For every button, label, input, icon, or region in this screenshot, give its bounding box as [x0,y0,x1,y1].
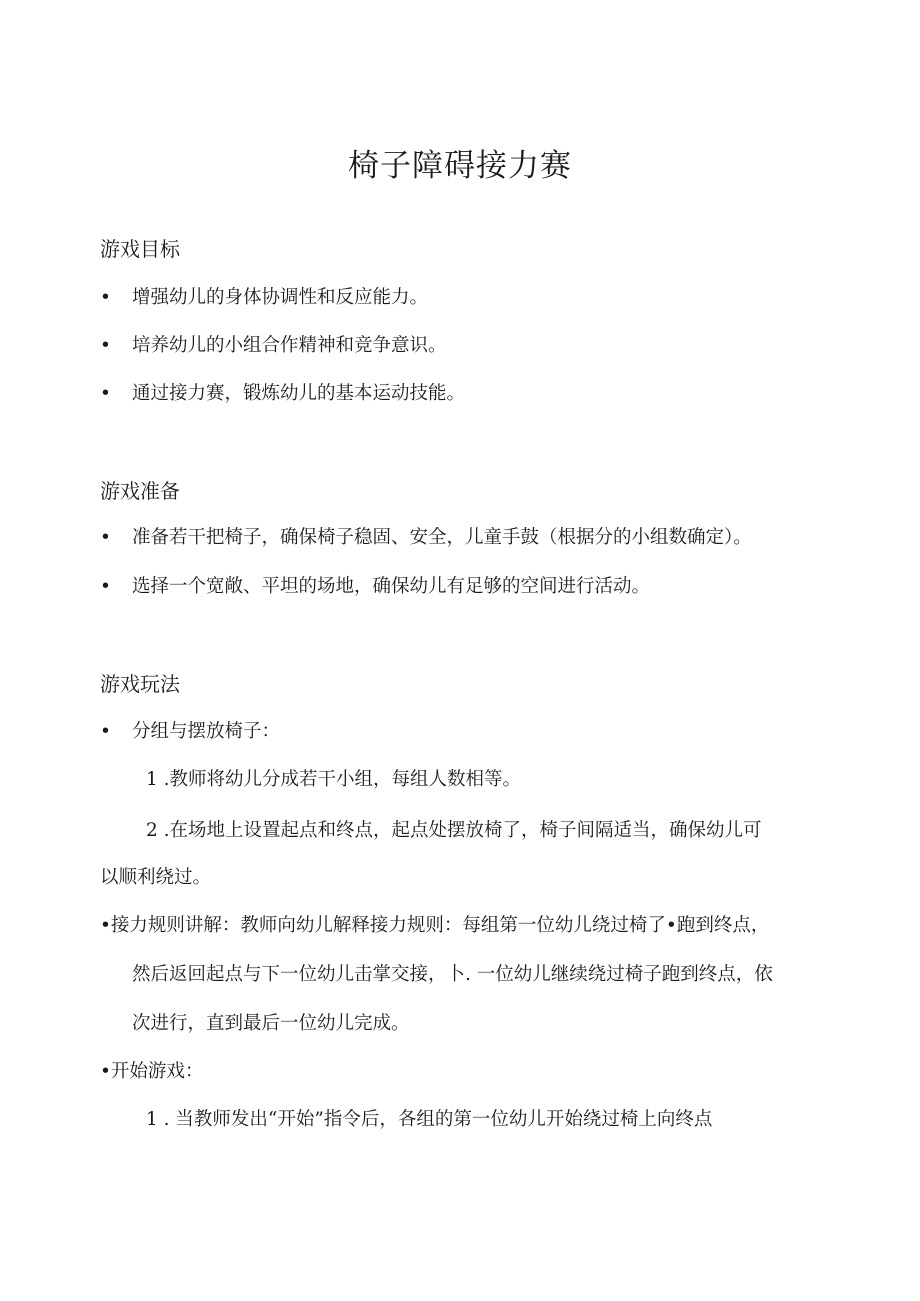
bullet-icon: • [100,527,111,548]
list-item-text: 选择一个宽敞、平坦的场地，确保幼儿有足够的空间进行活动。 [132,576,651,597]
rules-line: •接力规则讲解：教师向幼儿解释接力规则：每组第一位幼儿绕过椅了•跑到终点， [100,915,770,936]
step-line: 1 .教师将幼儿分成若干小组，每组人数相等。 [146,769,522,790]
bullet-icon: • [100,335,111,356]
bullet-icon: • [100,287,111,308]
page-title: 椅子障碍接力赛 [348,148,572,184]
section-heading-play: 游戏玩法 [100,672,180,696]
list-item-text: 培养幼儿的小组合作精神和竞争意识。 [132,335,447,356]
list-item-text: 增强幼儿的身体协调性和反应能力。 [132,287,429,308]
step-line: 2 .在场地上设置起点和终点，起点处摆放椅了，椅子间隔适当，确保幼儿可 [146,820,762,841]
list-item-text: 准备若干把椅子，确保椅子稳固、安全，儿童手鼓（根据分的小组数确定）。 [132,527,752,548]
step-line: 以顺利绕过。 [100,867,212,888]
rules-line: 次进行，直到最后一位幼儿完成。 [132,1013,410,1034]
bullet-icon: • [100,383,111,404]
bullet-icon: • [100,721,111,742]
section-heading-goal: 游戏目标 [100,237,180,261]
rules-line: 然后返回起点与下一位幼儿击掌交接，卜. 一位幼儿继续绕过椅子跑到终点，依 [132,964,773,985]
list-item-text: 通过接力赛，锻炼幼儿的基本运动技能。 [132,383,466,404]
step-line: 1 . 当教师发出“开始”指令后，各组的第一位幼儿开始绕过椅上向终点 [146,1109,713,1130]
section-heading-prep: 游戏准备 [100,479,180,503]
list-item-text: 分组与摆放椅子： [132,721,281,742]
bullet-icon: • [100,576,111,597]
start-label: •开始游戏： [100,1061,204,1082]
